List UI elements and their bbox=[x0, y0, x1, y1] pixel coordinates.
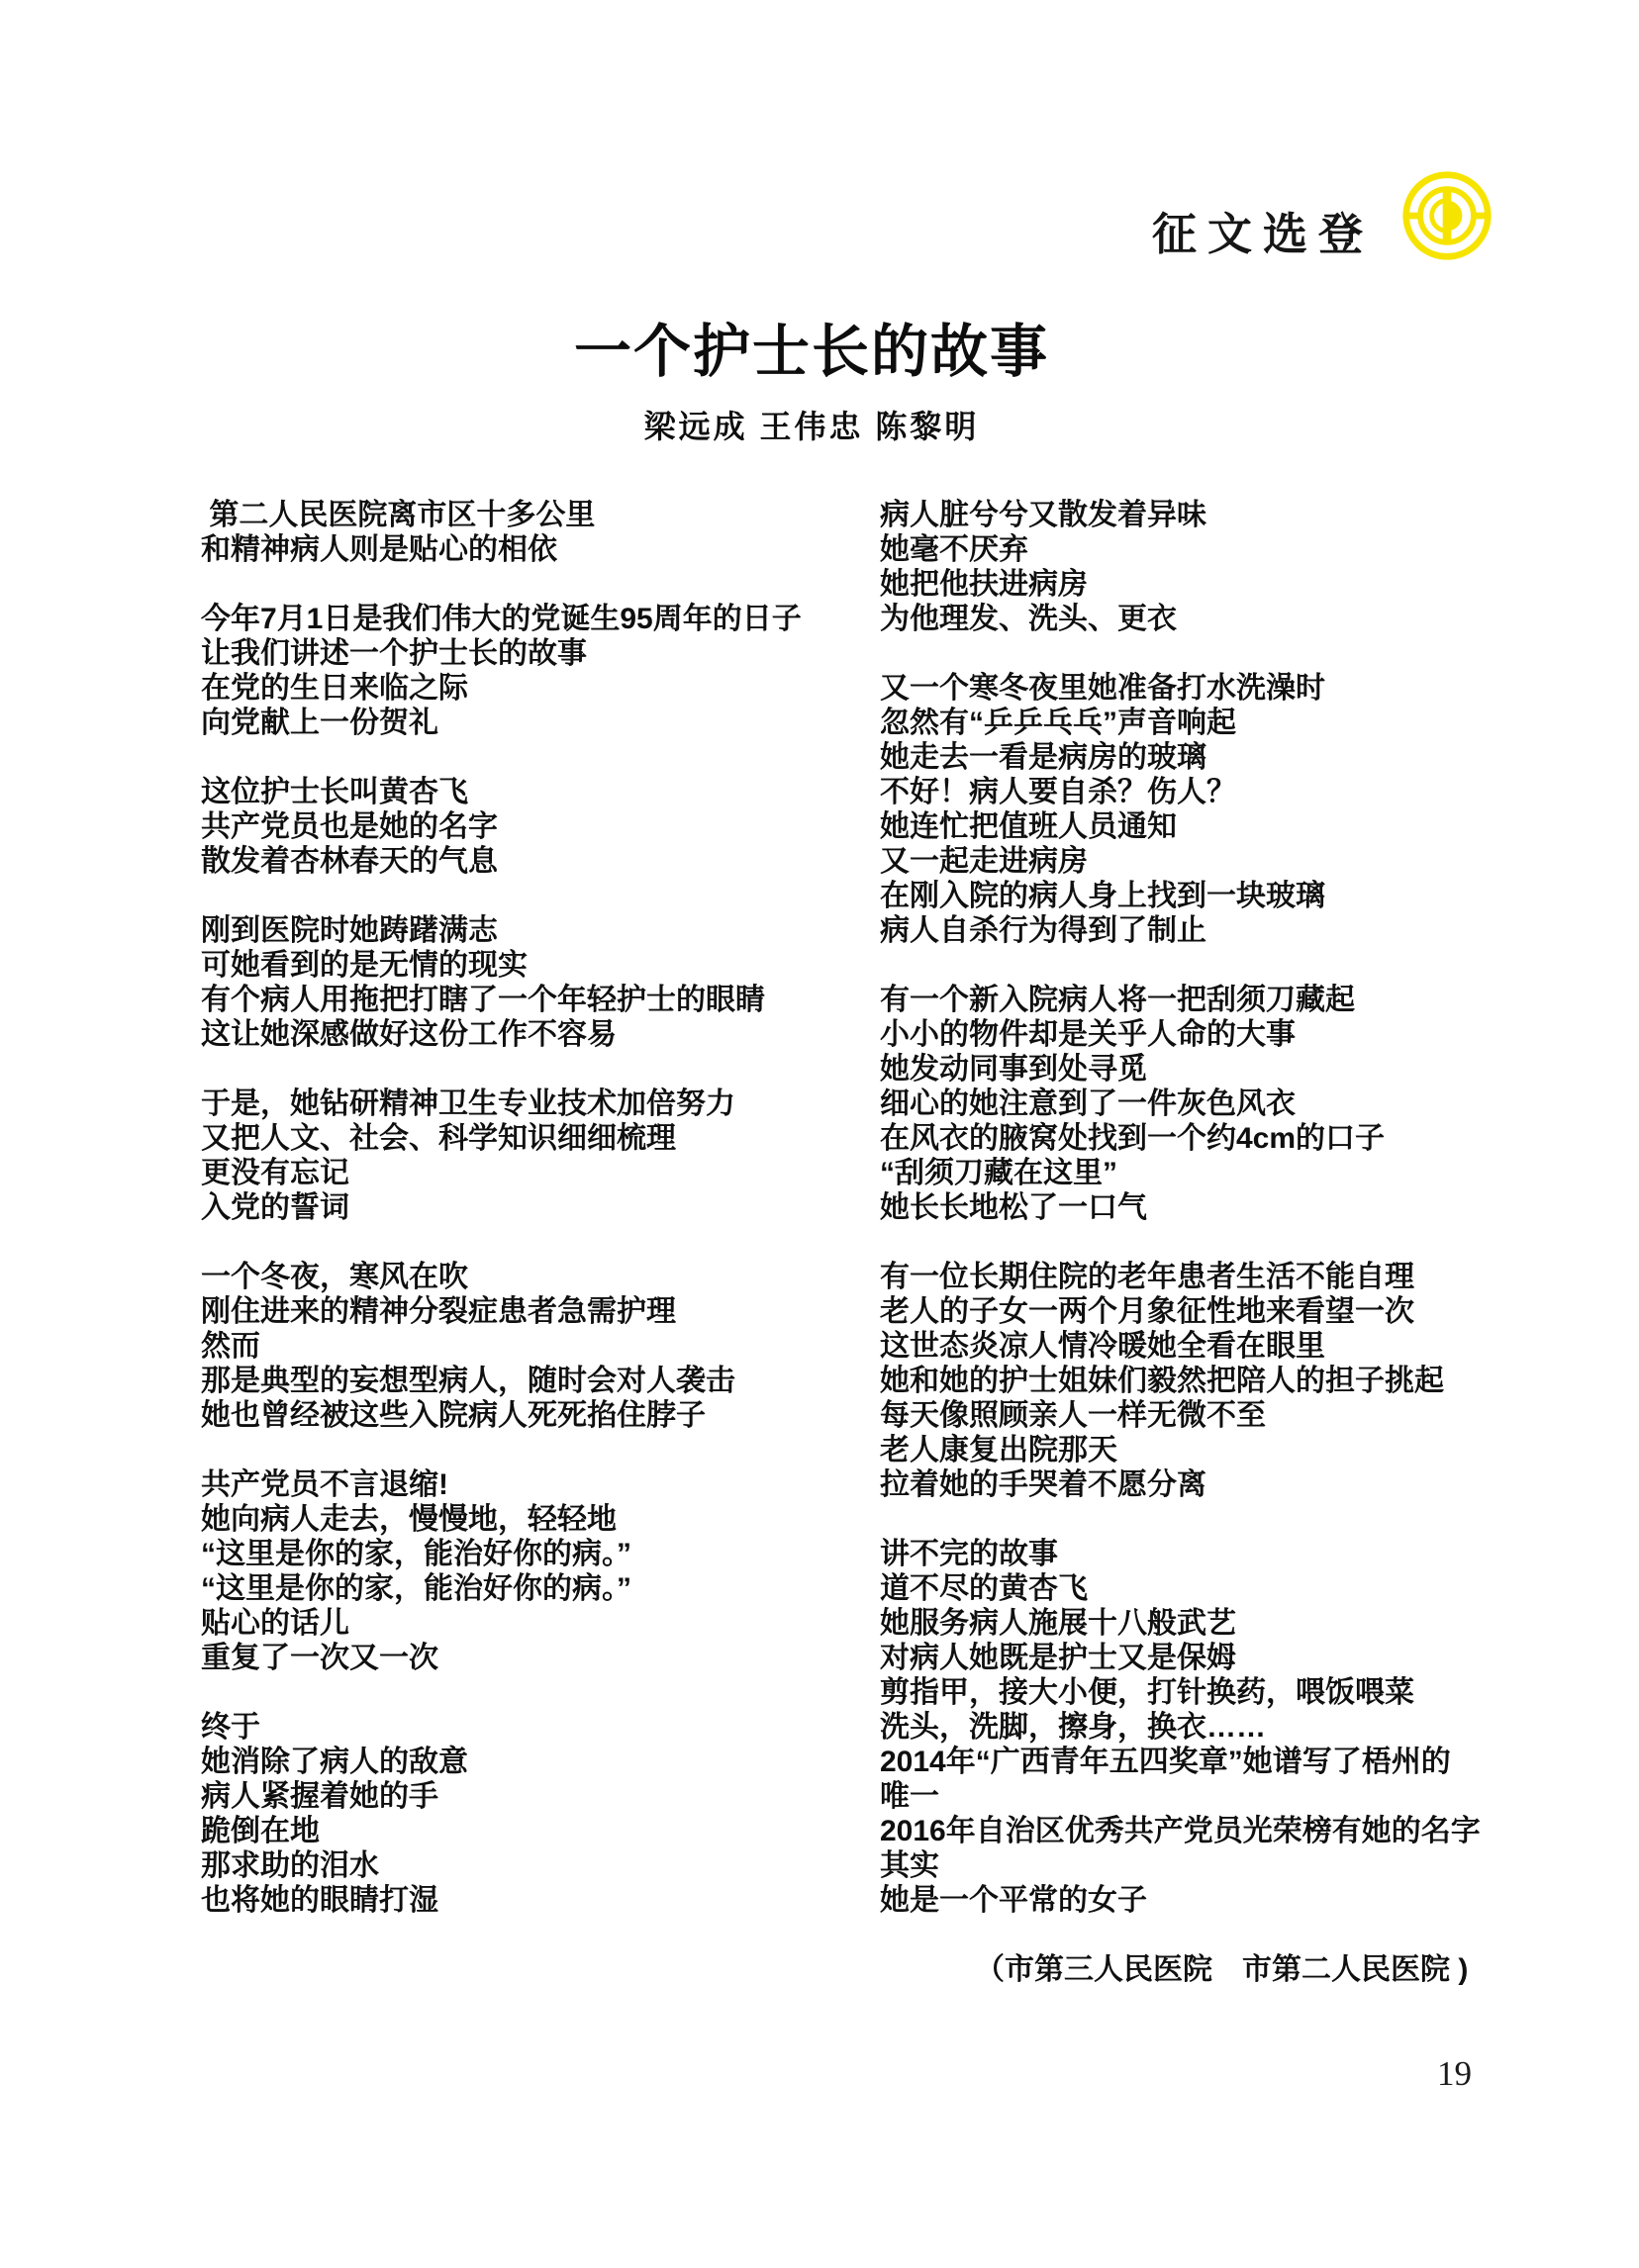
poem-line: 不好！病人要自杀？伤人？ bbox=[880, 776, 1236, 808]
poem-line: 剪指甲，接大小便，打针换药，喂饭喂菜 bbox=[880, 1676, 1414, 1709]
page-title: 一个护士长的故事 bbox=[573, 320, 1049, 384]
poem-stanza bbox=[880, 671, 1513, 948]
poem-line: 于是，她钻研精神卫生专业技术加倍努力 bbox=[201, 1087, 735, 1120]
poem-line: 那求助的泪水 bbox=[201, 1849, 379, 1882]
poem-line: 老人的子女一两个月象征性地来看望一次 bbox=[880, 1295, 1414, 1328]
poem-line: 刚到医院时她踌躇满志 bbox=[201, 914, 498, 947]
poem-line: 散发着杏林春天的气息 bbox=[201, 845, 498, 878]
poem-stanza bbox=[201, 498, 854, 567]
poem-line: “刮须刀藏在这里” bbox=[880, 1157, 1117, 1189]
poem-line: 一个冬夜，寒风在吹 bbox=[201, 1261, 468, 1293]
poem-line: 那是典型的妄想型病人，随时会对人袭击 bbox=[201, 1365, 735, 1397]
poem-line: 向党献上一份贺礼 bbox=[201, 707, 438, 739]
poem-line: 跪倒在地 bbox=[201, 1815, 320, 1847]
poem-line: 她走去一看是病房的玻璃 bbox=[880, 741, 1206, 774]
poem-line: 2014年“广西青年五四奖章”她谱写了梧州的 bbox=[880, 1746, 1451, 1778]
poem-line: 她向病人走去，慢慢地，轻轻地 bbox=[201, 1503, 617, 1536]
trade-union-emblem-icon bbox=[1399, 168, 1494, 263]
poem-line: 她是一个平常的女子 bbox=[880, 1884, 1147, 1917]
poem-line: 病人紧握着她的手 bbox=[201, 1780, 438, 1813]
poem-line: 有一个新入院病人将一把刮须刀藏起 bbox=[880, 984, 1355, 1016]
poem-stanza bbox=[880, 498, 1513, 636]
poem-line: 拉着她的手哭着不愿分离 bbox=[880, 1468, 1206, 1501]
poem-line: 她消除了病人的敌意 bbox=[201, 1746, 468, 1778]
poem-stanza bbox=[880, 1537, 1513, 1918]
poem-stanza bbox=[201, 1710, 854, 1918]
poem-stanzas-left bbox=[201, 498, 854, 1918]
poem-line: 然而 bbox=[201, 1330, 260, 1363]
poem-line: 她和她的护士姐妹们毅然把陪人的担子挑起 bbox=[880, 1365, 1444, 1397]
poem-line: 有个病人用拖把打瞎了一个年轻护士的眼睛 bbox=[201, 984, 765, 1016]
poem-line: 对病人她既是护士又是保姆 bbox=[880, 1642, 1236, 1674]
poem-stanzas-right bbox=[880, 498, 1513, 1918]
poem-line: 今年7月1日是我们伟大的党诞生95周年的日子 bbox=[201, 603, 802, 635]
poem-line: “这里是你的家，能治好你的病。” bbox=[201, 1572, 631, 1605]
poem-line: 她连忙把值班人员通知 bbox=[880, 810, 1177, 843]
poem-line: 这位护士长叫黄杏飞 bbox=[201, 776, 468, 808]
attribution-line: （市第三人民医院 市第二人民医院 ) bbox=[975, 1953, 1469, 1986]
poem-line: 她长长地松了一口气 bbox=[880, 1191, 1147, 1224]
poem-line: 为他理发、洗头、更衣 bbox=[880, 603, 1177, 635]
poem-line: 在党的生日来临之际 bbox=[201, 672, 468, 705]
poem-line: 2016年自治区优秀共产党员光荣榜有她的名字 bbox=[880, 1815, 1481, 1847]
poem-line: 也将她的眼睛打湿 bbox=[201, 1884, 438, 1917]
poem-stanza bbox=[201, 913, 854, 1052]
poem-line: 洗头，洗脚，擦身，换衣…… bbox=[880, 1711, 1266, 1744]
poem-line: 在风衣的腋窝处找到一个约4cm的口子 bbox=[880, 1122, 1386, 1155]
header-banner bbox=[1138, 176, 1514, 275]
poem-line: 第二人民医院离市区十多公里 bbox=[201, 499, 596, 531]
poem-line: 贴心的话儿 bbox=[201, 1607, 349, 1640]
article-authors: 梁远成 王伟忠 陈黎明 bbox=[643, 409, 980, 444]
poem-stanza bbox=[201, 1087, 854, 1225]
poem-stanza bbox=[201, 775, 854, 879]
poem-line: 她也曾经被这些入院病人死死掐住脖子 bbox=[201, 1399, 706, 1432]
poem-line: 她把他扶进病房 bbox=[880, 568, 1088, 601]
poem-line: 有一位长期住院的老年患者生活不能自理 bbox=[880, 1261, 1414, 1293]
poem-line: 共产党员不言退缩! bbox=[201, 1468, 448, 1501]
poem-line: 又一起走进病房 bbox=[880, 845, 1088, 878]
poem-line: 和精神病人则是贴心的相依 bbox=[201, 533, 557, 566]
poem-line: 又把人文、社会、科学知识细细梳理 bbox=[201, 1122, 676, 1155]
poem-line: 小小的物件却是关乎人命的大事 bbox=[880, 1018, 1296, 1051]
poem-line: 病人自杀行为得到了制止 bbox=[880, 914, 1206, 947]
poem-line: 道不尽的黄杏飞 bbox=[880, 1572, 1088, 1605]
poem-line: 细心的她注意到了一件灰色风衣 bbox=[880, 1087, 1296, 1120]
poem-line: 这世态炎凉人情冷暖她全看在眼里 bbox=[880, 1330, 1325, 1363]
poem-line: 唯一 bbox=[880, 1780, 939, 1813]
poem-stanza bbox=[201, 602, 854, 740]
poem-line: 又一个寒冬夜里她准备打水洗澡时 bbox=[880, 672, 1325, 705]
page-number: 19 bbox=[1437, 2054, 1472, 2093]
poem-line: 她毫不厌弃 bbox=[880, 533, 1028, 566]
poem-line: 其实 bbox=[880, 1849, 939, 1882]
poem-line: 讲不完的故事 bbox=[880, 1538, 1058, 1570]
poem-stanza bbox=[201, 1260, 854, 1433]
poem-line: 病人脏兮兮又散发着异味 bbox=[880, 499, 1206, 531]
poem-line: 每天像照顾亲人一样无微不至 bbox=[880, 1399, 1266, 1432]
banner-title: 征文选登 bbox=[1152, 210, 1375, 259]
poem-line: 在刚入院的病人身上找到一块玻璃 bbox=[880, 880, 1325, 912]
poem-line: 让我们讲述一个护士长的故事 bbox=[201, 637, 587, 670]
poem-line: 刚住进来的精神分裂症患者急需护理 bbox=[201, 1295, 676, 1328]
poem-line: 她发动同事到处寻觅 bbox=[880, 1053, 1147, 1086]
poem-line: 入党的誓词 bbox=[201, 1191, 349, 1224]
poem-line: 这让她深感做好这份工作不容易 bbox=[201, 1018, 617, 1051]
poem-column-right bbox=[880, 498, 1513, 1987]
poem-line: 忽然有“乒乒乓乓”声音响起 bbox=[880, 707, 1236, 739]
poem-line: 共产党员也是她的名字 bbox=[201, 810, 498, 843]
poem-stanza bbox=[880, 983, 1513, 1225]
poem-column-left bbox=[201, 498, 854, 1952]
poem-line: 她服务病人施展十八般武艺 bbox=[880, 1607, 1236, 1640]
poem-line: 可她看到的是无情的现实 bbox=[201, 949, 528, 982]
poem-line: 更没有忘记 bbox=[201, 1157, 349, 1189]
poem-line: 老人康复出院那天 bbox=[880, 1434, 1117, 1466]
poem-stanza bbox=[880, 1260, 1513, 1502]
poem-line: 终于 bbox=[201, 1711, 260, 1744]
poem-line: “这里是你的家，能治好你的病。” bbox=[201, 1538, 631, 1570]
poem-stanza bbox=[201, 1467, 854, 1675]
poem-line: 重复了一次又一次 bbox=[201, 1642, 438, 1674]
